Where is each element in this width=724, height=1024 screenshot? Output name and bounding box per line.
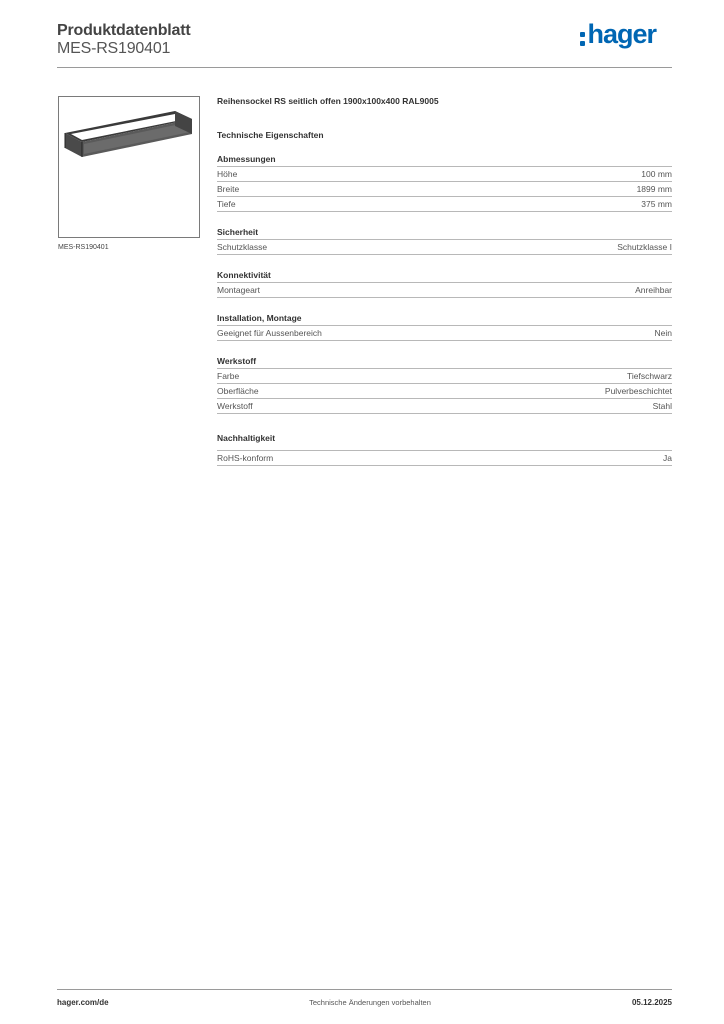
row-value: 100 mm xyxy=(641,169,672,179)
row-label: Schutzklasse xyxy=(217,242,268,252)
document-title: Produktdatenblatt xyxy=(57,22,191,39)
image-caption: MES-RS190401 xyxy=(58,244,109,251)
row-label: Montageart xyxy=(217,285,260,295)
section-title: Werkstoff xyxy=(217,356,257,366)
row-label: Oberfläche xyxy=(217,386,259,396)
row-label: Farbe xyxy=(217,371,240,381)
row-label: Höhe xyxy=(217,169,238,179)
row-value: 375 mm xyxy=(641,199,672,209)
product-name: Reihensockel RS seitlich offen 1900x100x400 RAL9005 xyxy=(217,96,439,106)
table-row xyxy=(217,383,672,398)
row-label: Breite xyxy=(217,184,240,194)
section-title: Installation, Montage xyxy=(217,313,302,323)
row-label: Tiefe xyxy=(217,199,236,209)
row-value: 1899 mm xyxy=(636,184,672,194)
spec-table xyxy=(217,239,672,255)
product-details xyxy=(217,96,672,466)
table-row xyxy=(217,239,672,255)
hager-logo xyxy=(580,20,656,50)
row-value: Nein xyxy=(654,328,672,338)
row-label: Geeignet für Aussenbereich xyxy=(217,328,322,338)
row-value: Ja xyxy=(663,453,672,463)
row-value: Pulverbeschichtet xyxy=(604,386,672,396)
spec-table xyxy=(217,166,672,212)
row-value: Tiefschwarz xyxy=(626,371,672,381)
product-plinth-icon xyxy=(59,97,199,237)
footer-website-link[interactable]: hager.com/de xyxy=(57,998,109,1007)
table-row xyxy=(217,398,672,414)
table-row xyxy=(217,450,672,466)
section-title: Nachhaltigkeit xyxy=(217,433,276,443)
section-title: Abmessungen xyxy=(217,154,276,164)
product-image xyxy=(58,96,200,238)
table-row xyxy=(217,196,672,212)
footer-divider xyxy=(57,989,672,990)
footer-notice: Technische Änderungen vorbehalten xyxy=(309,998,431,1007)
row-label: Werkstoff xyxy=(217,401,253,411)
logo-dots-icon xyxy=(580,32,585,50)
table-row xyxy=(217,368,672,383)
section-title: Konnektivität xyxy=(217,270,271,280)
table-row xyxy=(217,325,672,341)
document-subtitle: MES-RS190401 xyxy=(57,40,171,57)
spec-table xyxy=(217,450,672,466)
table-row xyxy=(217,166,672,181)
header-divider xyxy=(57,67,672,68)
row-value: Schutzklasse I xyxy=(617,242,672,252)
row-label: RoHS-konform xyxy=(217,453,274,463)
spec-heading: Technische Eigenschaften xyxy=(217,130,324,140)
spec-table xyxy=(217,368,672,414)
row-value: Anreihbar xyxy=(635,285,672,295)
table-row xyxy=(217,181,672,196)
spec-table xyxy=(217,325,672,341)
page-header xyxy=(57,20,672,70)
footer-date: 05.12.2025 xyxy=(631,998,672,1007)
section-title: Sicherheit xyxy=(217,227,259,237)
table-row xyxy=(217,282,672,298)
logo-wordmark: hager xyxy=(587,19,656,49)
spec-table xyxy=(217,282,672,298)
row-value: Stahl xyxy=(652,401,672,411)
